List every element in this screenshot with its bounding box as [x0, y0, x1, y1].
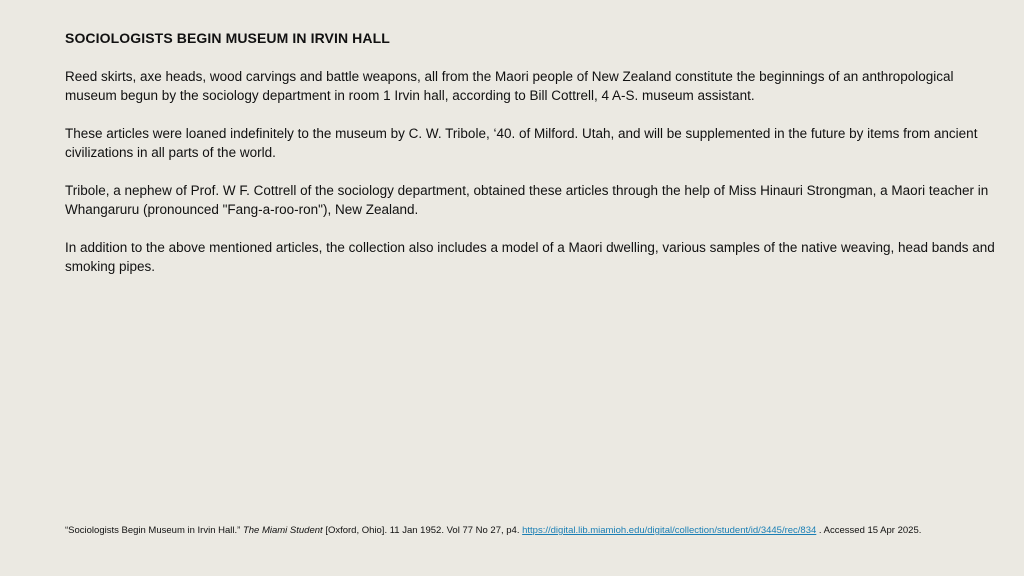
citation-link[interactable]: https://digital.lib.miamioh.edu/digital/collection/student/id/3445/rec/834 — [522, 525, 817, 536]
citation-details: [Oxford, Ohio]. 11 Jan 1952. Vol 77 No 27, p4. — [325, 525, 520, 536]
paragraph-4: In addition to the above mentioned articles, the collection also includes a model of a Maori dwelling, various samples of the native weaving, head bands and smoking pipes. — [65, 240, 995, 274]
citation-accessed: . Accessed 15 Apr 2025. — [818, 525, 922, 536]
citation-publication: The Miami Student — [242, 525, 323, 536]
paragraph-1: Reed skirts, axe heads, wood carvings and battle weapons, all from the Maori people of New Zealand constitute the beginnings of an anthropological museum begun by the sociology department in room 1 Irvin hall, according to Bill Cottrell, 4 A-S. museum assistant. — [65, 69, 954, 103]
citation-article-title: “Sociologists Begin Museum in Irvin Hall.” — [65, 525, 241, 536]
citation — [65, 524, 945, 537]
article-body — [65, 67, 995, 295]
article-title: SOCIOLOGISTS BEGIN MUSEUM IN IRVIN HALL — [65, 30, 390, 46]
paragraph-3: Tribole, a nephew of Prof. W F. Cottrell of the sociology department, obtained these articles through the help of Miss Hinauri Strongman, a Maori teacher in Whangaruru (pronounced "Fang-a-roo-ron"), New Zealand. — [65, 183, 989, 217]
paragraph-2: These articles were loaned indefinitely to the museum by C. W. Tribole, ‘40. of Milford. Utah, and will be supplemented in the future by items from ancient civilizations in all parts of the world. — [65, 126, 978, 160]
